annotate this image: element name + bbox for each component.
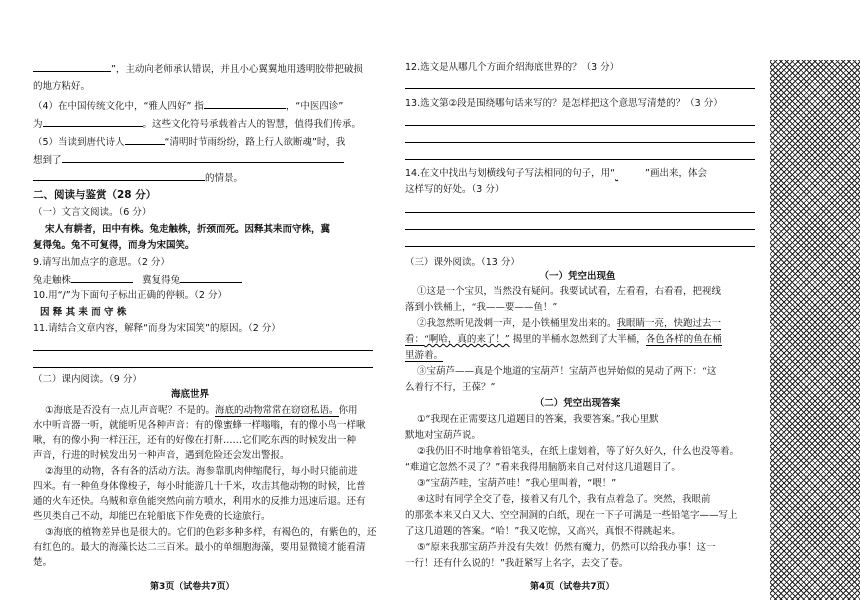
passage-line: 水中听音器一听，就能听见各种声音：有的像蜜蜂一样嗡嗡，有的像小鸟一样啾 xyxy=(33,420,366,431)
passage-line: ③宝葫芦——真是个地道的宝葫芦！宝葫芦也异始似的晃动了两下：“这 xyxy=(417,366,717,377)
passage-title: 海底世界 xyxy=(170,389,209,400)
passage-line: ①这是一个宝贝，当然没有疑问。我要试试看，左看看，右看看，把视线 xyxy=(417,286,722,297)
passage-line: “难道它忽然不灵了？”看来我得用脑筋来自己对付这几道题目了。 xyxy=(405,462,681,473)
section-heading: 二、阅读与鉴赏（28 分） xyxy=(33,189,157,201)
question-9: 9.请写出加点字的意思。（2 分） xyxy=(33,257,170,268)
fill-line-1: ”，主动向老师承认错误，并且小心翼翼地用透明胶带把破损 xyxy=(33,62,363,76)
question-5-cont2: 的情景。 xyxy=(33,171,243,185)
exam-page-4 xyxy=(395,0,760,608)
passage-line: ②我忽然听见泼刺一声，是小铁桶里发出来的。我眼睛一亮，快跑过去一 xyxy=(417,318,722,329)
passage-line: 默地对宝葫芦说。 xyxy=(405,430,482,441)
classical-text-line: 宋人有耕者，田中有株。兔走触株，折颈而死。因释其耒而守株，冀 xyxy=(45,224,331,235)
page-footer: 第4页（试卷共7页） xyxy=(530,582,615,592)
subsection-heading: （一）文言文阅读。（6 分） xyxy=(33,207,152,218)
passage-title: （二）凭空出现答案 xyxy=(534,398,621,409)
passage-line: ③海底的植物差异也是很大的。它们的色彩多种多样，有褐色的，有紫色的，还 xyxy=(45,527,377,538)
answer-line[interactable] xyxy=(33,350,373,351)
passage-line: 一行！还有什么说的！”我赶紧写上名字，去交了卷。 xyxy=(405,558,629,569)
exam-page-3 xyxy=(0,0,380,608)
passage-line: 声音，行进的时候发出另一种声音，遇到危险还会发出警报。 xyxy=(33,450,290,461)
answer-line[interactable] xyxy=(405,125,755,126)
question-11: 11.请结合文章内容，解释“而身为宋国笑”的原因。（2 分） xyxy=(33,323,281,334)
answer-line[interactable] xyxy=(405,159,755,160)
passage-line: ①“我现在正需要这几道题目的答案，我要答案。”我心里默 xyxy=(417,414,659,425)
answer-blank[interactable] xyxy=(33,171,205,181)
classical-text-line: 复得兔。兔不可复得，而身为宋国笑。 xyxy=(33,240,195,251)
passage-line: 么着行不行，王葆？” xyxy=(405,382,496,393)
answer-blank[interactable] xyxy=(62,153,344,163)
question-10: 10.用“/”为下面句子标出正确的停顿。（2 分） xyxy=(33,290,227,301)
passage-line: ②海里的动物，各有各的活动方法。海参靠肌肉伸缩爬行，每小时只能前进 xyxy=(45,466,358,477)
question-4: （4）在中国传统文化中，“雅人四好” 指 ，“中医四诊” xyxy=(33,101,344,112)
subsection-heading: （三）课外阅读。（13 分） xyxy=(405,257,520,268)
question-12: 12.选文是从哪几个方面介绍海底世界的？（3 分） xyxy=(405,62,620,73)
passage-line: 通的火车还快。乌贼和章鱼能突然向前方喷水，利用水的反推力迅速后退。还有 xyxy=(33,496,366,507)
passage-line: ③“宝葫芦哇，宝葫芦哇！”我心里叫着，“喂！” xyxy=(417,478,617,489)
passage-line: 看：“啊哈，真的来了！” 揭里的半桶水忽然到了大半桶，各色各样的鱼在桶 xyxy=(405,334,722,345)
question-5-cont: 想到了 xyxy=(33,153,344,167)
answer-blank[interactable] xyxy=(43,117,143,127)
answer-line[interactable] xyxy=(405,246,755,247)
passage-line: ①海底是否没有一点儿声音呢？不是的。海底的动物常常在窃窃私语。你用 xyxy=(45,405,358,416)
answer-blank[interactable] xyxy=(71,273,133,283)
answer-line[interactable] xyxy=(405,88,755,89)
passage-line: ②我仍旧不时地拿着铅笔头，在纸上虚划着，等了好久好久，什么也没等着。 xyxy=(417,446,740,457)
passage-line: ④这时有同学全交了卷，接着又有几个，我有点着急了。突然，我眼前 xyxy=(417,494,711,505)
question-14: 14.在文中找出与划横线句子写法相同的句子，用“ ”画出来，体会 xyxy=(405,168,707,179)
passage-line: 啾，有的像小狗一样汪汪，还有的好像在打鼾……它们吃东西的时候发出一种 xyxy=(33,435,357,446)
answer-line[interactable] xyxy=(405,212,755,213)
passage-line: 的那张本来又白又大、空空洞洞的白纸，现在一下子可满是一些铅笔字——写上 xyxy=(405,510,738,521)
wavy-line-sample xyxy=(615,168,645,180)
question-14-cont: 这样写的好处。（3 分） xyxy=(405,184,505,195)
passage-line: 落到小铁桶上，“我——要——鱼！” xyxy=(405,302,558,313)
question-13: 13.选文第②段是围绕哪句话来写的？是怎样把这个意思写清楚的？（3 分） xyxy=(405,98,723,109)
seal-pattern-strip xyxy=(770,60,860,600)
answer-blank[interactable] xyxy=(125,135,165,145)
question-10-sentence: 因 释 其 耒 而 守 株 xyxy=(40,307,127,318)
passage-line: 里游着。 xyxy=(405,350,444,361)
passage-line: ⑤“原来我那宝葫芦并没有失效！仍然有魔力，仍然可以给我办事！这一 xyxy=(417,542,716,553)
answer-blank[interactable] xyxy=(180,273,242,283)
passage-title: （一）凭空出现鱼 xyxy=(539,271,616,282)
text-line: 的地方粘好。 xyxy=(33,81,91,92)
passage-line: 有红色的。最大的海藻长达二三百米。最小的单细胞海藻，要用显微镜才能看清 xyxy=(33,542,366,553)
subsection-heading: （二）课内阅读。（9 分） xyxy=(33,374,142,385)
answer-line[interactable] xyxy=(33,367,373,368)
answer-blank[interactable] xyxy=(33,62,111,72)
passage-line: 些贝类自己不动，却能巴在轮船底下作免费的长途旅行。 xyxy=(33,511,271,522)
question-4-cont: 为 。这些文化符号承载着古人的智慧，值得我们传承。 xyxy=(33,119,362,130)
question-9-items: 兔走触株 冀复得兔 xyxy=(33,273,242,287)
page-footer: 第3页（试卷共7页） xyxy=(150,582,235,592)
answer-blank[interactable] xyxy=(204,99,286,109)
passage-line: 四米。有一种鱼身体像梭子，每小时能游几十千米，攻击其他动物的时候，比普 xyxy=(33,481,366,492)
passage-line: 了这几道题的答案。“哈！”我又吃惊，又高兴，真恨不得跳起来。 xyxy=(405,526,681,537)
answer-line[interactable] xyxy=(405,229,755,230)
answer-line[interactable] xyxy=(405,142,755,143)
question-5: （5）当读到唐代诗人 “清明时节雨纷纷，路上行人欲断魂”时，我 xyxy=(33,137,346,148)
passage-line: 楚。 xyxy=(33,557,53,568)
